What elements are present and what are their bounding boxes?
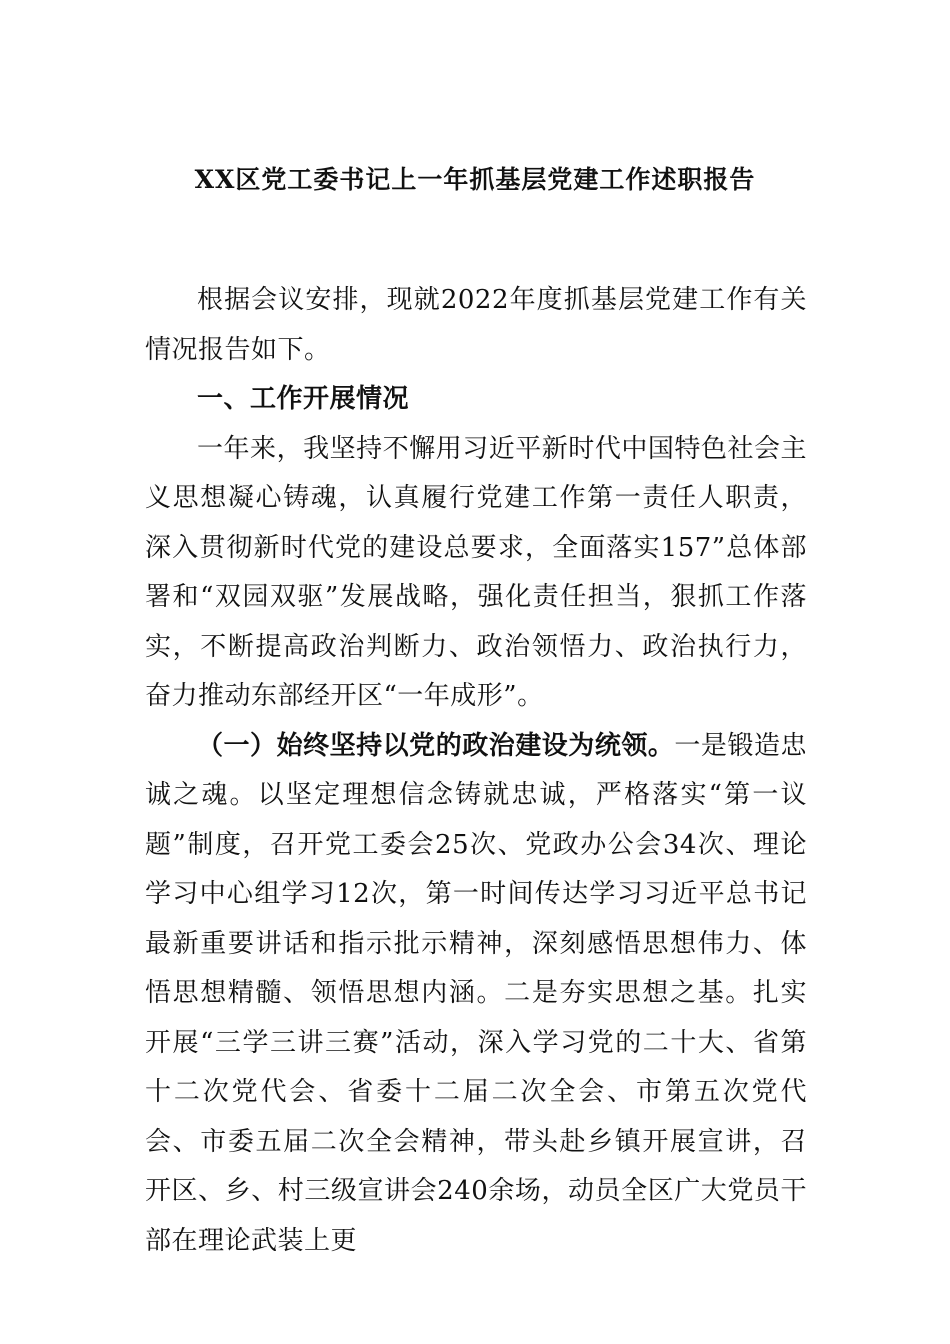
document-title: XX区党工委书记上一年抓基层党建工作述职报告 [194,165,756,194]
body-paragraph [145,722,807,1267]
body-paragraph: 一年来，我坚持不懈用习近平新时代中国特色社会主义思想凝心铸魂，认真履行党建工作第一责任人职责，深入贯彻新时代党的建设总要求，全面落实157”总体部署和“双园双驱”发展战略，强化责任担当，狠抓工作落实，不断提高政治判断力、政治领悟力、政治执行力，奋力推动东部经开区“一年成形”。 [145,433,807,711]
paragraph-text: 一是锻造忠诚之魂。以坚定理想信念铸就忠诚，严格落实“第一议题”制度，召开党工委会25次、党政办公会34次、理论学习中心组学习12次，第一时间传达学习习近平总书记最新重要讲话和指示批示精神，深刻感悟思想伟力、体悟思想精髓、领悟思想内涵。二是夯实思想之基。扎实开展“三学三讲三赛”活动，深入学习党的二十大、省第十二次党代会、省委十二届二次全会、市第五次党代会、市委五届二次全会精神，带头赴乡镇开展宣讲，召开区、乡、村三级宣讲会240余场，动员全区广大党员干部在理论武装上更 [145,730,807,1256]
subsection-heading: （一）始终坚持以党的政治建设为统领。 [197,730,675,761]
intro-paragraph: 根据会议安排，现就2022年度抓基层党建工作有关情况报告如下。 [145,285,807,365]
section-heading: 一、工作开展情况 [197,384,410,414]
document-body [145,276,807,1266]
